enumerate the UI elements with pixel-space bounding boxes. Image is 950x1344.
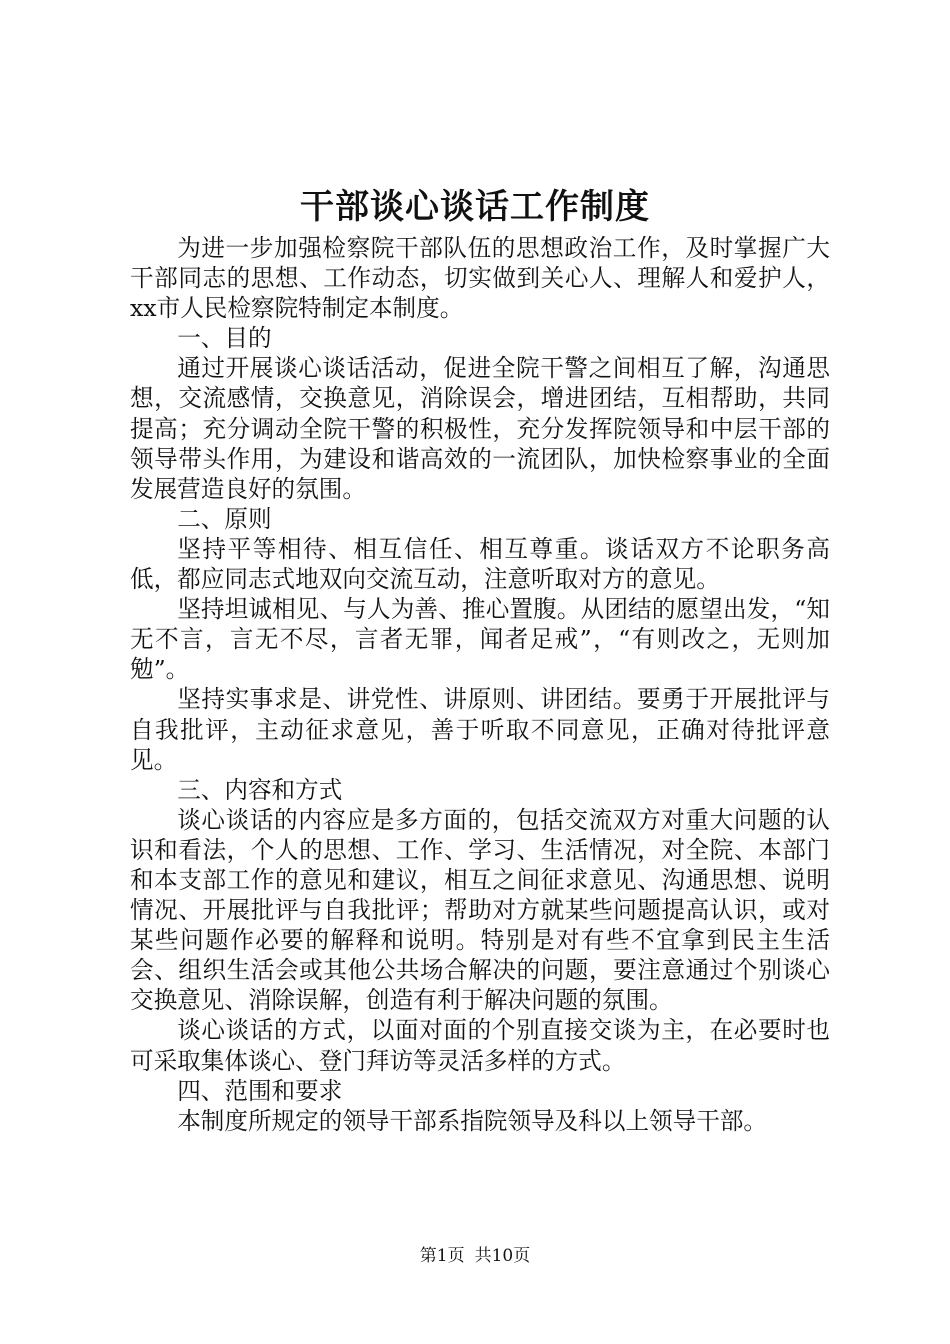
scope-paragraph: 本制度所规定的领导干部系指院领导及科以上领导干部。 [177,1106,768,1135]
section-heading-purpose: 一、目的 [177,324,272,353]
section-heading-content: 三、内容和方式 [177,775,343,804]
document-title: 干部谈心谈话工作制度 [300,187,650,227]
principle-paragraph-equality: 坚持平等相待、相互信任、相互尊重。谈话双方不论职务高低，都应同志式地双向交流互动，注意听取对方的意见。 [130,534,830,594]
principle-paragraph-truth: 坚持实事求是、讲党性、讲原则、讲团结。要勇于开展批评与自我批评，主动征求意见，善于听取不同意见，正确对待批评意见。 [130,685,830,774]
content-paragraph: 谈心谈话的内容应是多方面的，包括交流双方对重大问题的认识和看法，个人的思想、工作、学习、生活情况，对全院、本部门和本支部工作的意见和建议，相互之间征求意见、沟通思想、说明情况、开展批评与自我批评；帮助对方就某些问题提高认识，或对某些问题作必要的解释和说明。特别是对有些不宜拿到民主生活会、组织生活会或其他公共场合解决的问题，要注意通过个别谈心交换意见、消除误解，创造有利于解决问题的氛围。 [130,805,830,1015]
document-body [130,233,830,1136]
page-total: 共10页 [474,1246,531,1266]
purpose-paragraph: 通过开展谈心谈话活动，促进全院干警之间相互了解，沟通思想，交流感情，交换意见，消除误会，增进团结，互相帮助，共同提高；充分调动全院干警的积极性，充分发挥院领导和中层干部的领导带头作用，为建设和谐高效的一流团队，加快检察事业的全面发展营造良好的氛围。 [130,354,830,503]
section-heading-scope: 四、范围和要求 [177,1076,343,1105]
page-number: 第1页 [419,1246,465,1266]
page-footer [0,1245,950,1267]
section-heading-principles: 二、原则 [177,504,272,533]
method-paragraph: 谈心谈话的方式，以面对面的个别直接交谈为主，在必要时也可采取集体谈心、登门拜访等灵活多样的方式。 [130,1016,830,1075]
principle-paragraph-candor: 坚持坦诚相见、与人为善、推心置腹。从团结的愿望出发，“知无不言，言无不尽，言者无罪，闻者足戒”，“有则改之，无则加勉”。 [130,595,830,684]
intro-paragraph: 为进一步加强检察院干部队伍的思想政治工作，及时掌握广大干部同志的思想、工作动态，切实做到关心人、理解人和爱护人，xx市人民检察院特制定本制度。 [130,234,830,323]
